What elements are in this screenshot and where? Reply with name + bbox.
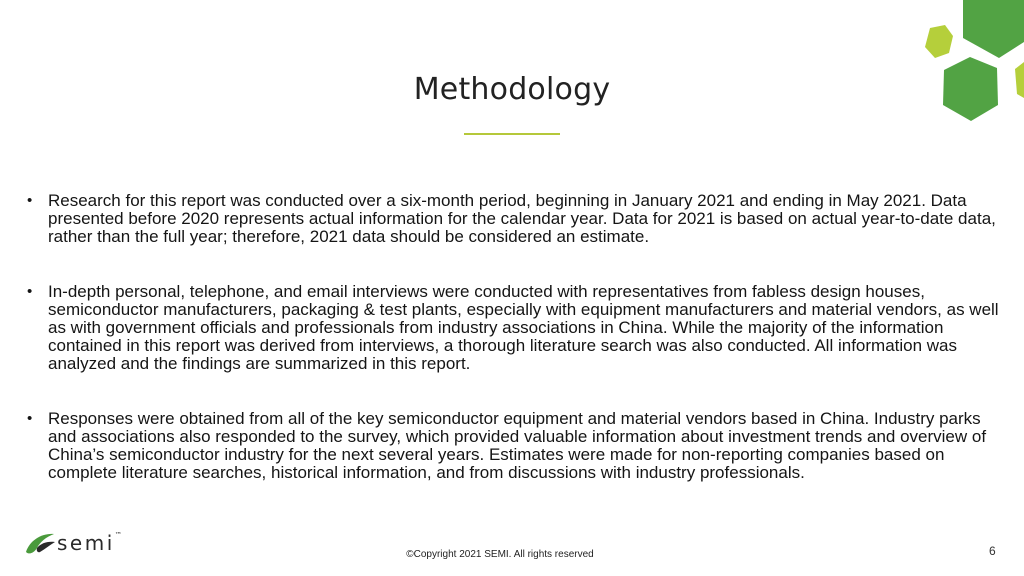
bullet-item bbox=[27, 283, 1002, 374]
bullet-text: Responses were obtained from all of the key semiconductor equipment and material vendors based in China. Industry parks and associations also responded to the survey, which provided valuable information about investment trends and overview of China’s semiconductor industry for the next several years. Estimates were made for non-reporting companies based on complete literature searches, historical information, and from discussions with industry professionals. bbox=[48, 408, 987, 483]
bullet-dot: • bbox=[27, 192, 33, 209]
bullet-dot: • bbox=[27, 282, 33, 300]
bullet-text: In-depth personal, telephone, and email interviews were conducted with representatives from fabless design houses, semiconductor manufacturers, packaging & test plants, especially with equipment manufacturers and material vendors, as well as with government officials and professionals from industry associations in China. While the majority of the information contained in this report was derived from interviews, a thorough literature search was also conducted. All information was analyzed and the findings are summarized in this report. bbox=[48, 281, 999, 374]
bullet-item bbox=[27, 410, 1002, 483]
bullet-text: Research for this report was conducted over a six-month period, beginning in January 2021 and ending in May 2021. Data presented before 2020 represents actual information for the calendar year. Data for 2021 is based on actual year-to-date data, rather than the full year; therefore, 2021 data should be considered an estimate. bbox=[48, 191, 996, 247]
hex-lime-small bbox=[925, 25, 953, 58]
bullet-item bbox=[27, 192, 1002, 247]
slide-title: Methodology bbox=[413, 72, 611, 107]
logo-trademark: ™ bbox=[114, 531, 122, 539]
title-underline bbox=[464, 133, 560, 135]
bullet-dot: • bbox=[27, 409, 33, 427]
bullet-list bbox=[27, 192, 1002, 482]
page-number: 6 bbox=[989, 544, 996, 558]
logo-wordmark: semi bbox=[57, 531, 115, 555]
copyright-text: ©Copyright 2021 SEMI. All rights reserved bbox=[406, 549, 594, 560]
hex-dark-top bbox=[963, 0, 1024, 58]
footer bbox=[0, 549, 1000, 560]
